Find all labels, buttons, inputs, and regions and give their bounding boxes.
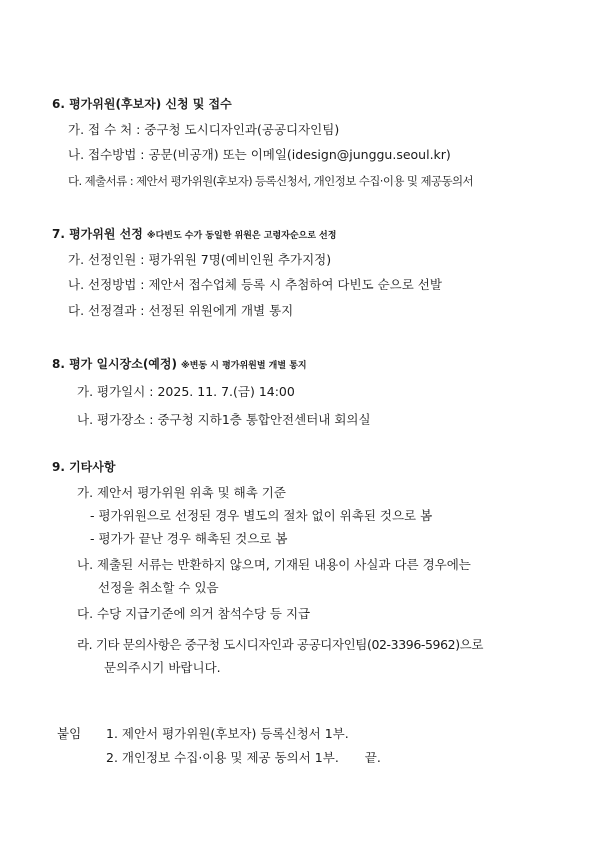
section-7-item-da: 다. 선정결과 : 선정된 위원에게 개별 통지 [68, 303, 294, 318]
section-9-item-ra-line1: 라. 기타 문의사항은 중구청 도시디자인과 공공디자인팀(02-3396-5962)으로 [77, 637, 484, 652]
section-7-item-na: 나. 선정방법 : 제안서 접수업체 등록 시 추첨하여 다빈도 순으로 선발 [68, 277, 442, 292]
section-6-item-na: 나. 접수방법 : 공문(비공개) 또는 이메일(idesign@junggu.seoul.kr) [68, 147, 451, 162]
section-6-title: 6. 평가위원(후보자) 신청 및 접수 [52, 97, 232, 111]
section-8-note: ※변동 시 평가위원별 개별 통지 [180, 361, 307, 371]
section-9-item-da: 다. 수당 지급기준에 의거 참석수당 등 지급 [77, 606, 311, 621]
section-9-item-na-line1: 나. 제출된 서류는 반환하지 않으며, 기재된 내용이 사실과 다른 경우에는 [77, 557, 471, 572]
section-9-title: 9. 기타사항 [52, 460, 116, 474]
section-7-item-ga: 가. 선정인원 : 평가위원 7명(예비인원 추가지정) [68, 252, 332, 267]
section-8-heading [52, 356, 307, 374]
section-7-heading [52, 226, 336, 244]
section-9-item-na-line2: 선정을 취소할 수 있음 [98, 580, 219, 595]
section-6-item-da: 다. 제출서류 : 제안서 평가위원(후보자) 등록신청서, 개인정보 수집·이용 및 제공동의서 [68, 174, 474, 188]
section-6-item-ga: 가. 접 수 처 : 중구청 도시디자인과(공공디자인팀) [68, 122, 340, 137]
section-9-item-ga-sub2: - 평가가 끝난 경우 해촉된 것으로 봄 [90, 531, 288, 546]
section-8-title: 8. 평가 일시장소(예정) [52, 357, 177, 371]
section-9-item-ra-line2: 문의주시기 바랍니다. [104, 660, 221, 675]
attachment-label: 붙임 [57, 726, 82, 741]
section-7-note: ※다빈도 수가 동일한 위원은 고령자순으로 선정 [146, 231, 337, 241]
section-7-title: 7. 평가위원 선정 [52, 227, 143, 241]
attachment-item-2: 2. 개인정보 수집·이용 및 제공 동의서 1부. [106, 750, 339, 765]
attachment-item-1: 1. 제안서 평가위원(후보자) 등록신청서 1부. [106, 726, 349, 741]
attachment-item-2-row [106, 750, 381, 766]
section-9-item-ga-sub1: - 평가위원으로 선정된 경우 별도의 절차 없이 위촉된 것으로 봄 [90, 508, 433, 523]
section-9-item-ga: 가. 제안서 평가위원 위촉 및 해촉 기준 [77, 485, 286, 500]
end-mark: 끝. [364, 750, 381, 765]
section-8-item-na: 나. 평가장소 : 중구청 지하1층 통합안전센터내 회의실 [77, 412, 371, 427]
section-8-item-ga: 가. 평가일시 : 2025. 11. 7.(금) 14:00 [77, 384, 295, 399]
